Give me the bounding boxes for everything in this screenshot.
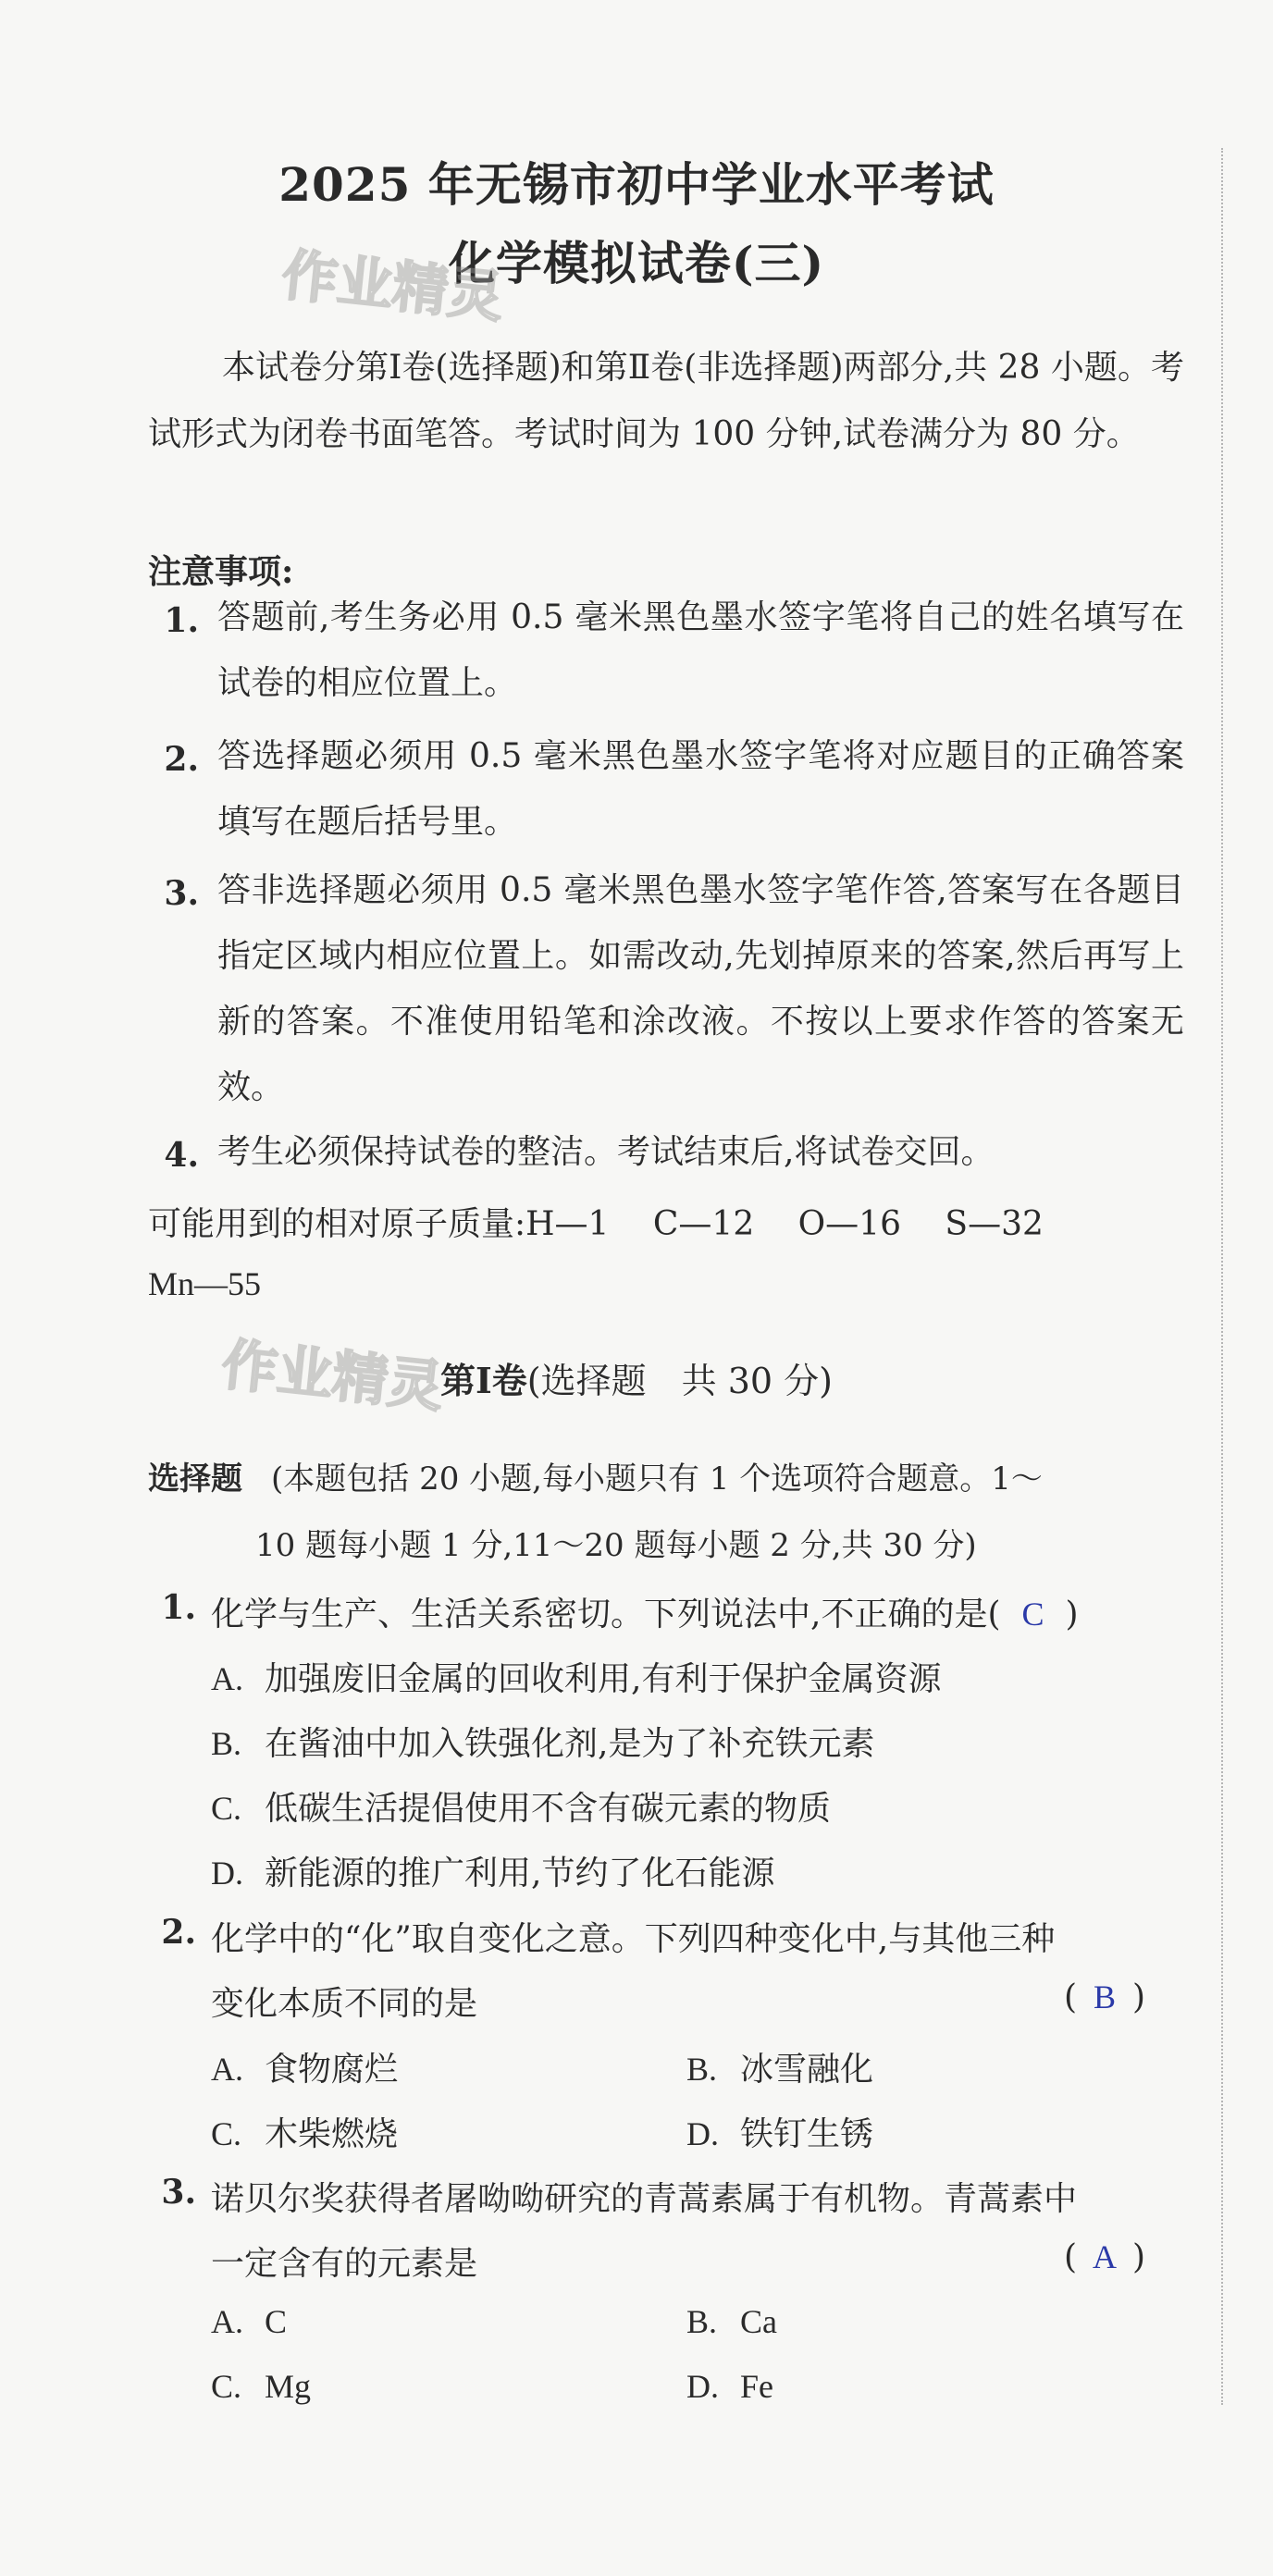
question-stem: 一定含有的元素是: [211, 2245, 478, 2283]
option-text: Fe: [740, 2368, 773, 2405]
bracket-open: (: [1064, 1978, 1078, 2016]
section-title: [0, 1352, 1273, 1403]
question-stem: 诺贝尔奖获得者屠呦呦研究的青蒿素属于有机物。青蒿素中: [211, 2180, 1078, 2218]
question-number: 2.: [161, 1913, 196, 1952]
question-number: 3.: [161, 2173, 196, 2212]
option-text: C: [265, 2303, 288, 2340]
section-title-rest: (选择题 共 30 分): [526, 1361, 833, 1401]
bracket-open: (: [1064, 2238, 1078, 2276]
option-a: [211, 2302, 287, 2341]
option-text: Ca: [740, 2303, 777, 2340]
answer-mark: C: [1021, 1596, 1044, 1633]
option-letter: C.: [211, 1790, 242, 1827]
option-letter: A.: [211, 2051, 243, 2088]
selection-description: (本题包括 20 小题,每小题只有 1 个选项符合题意。1～: [271, 1461, 1043, 1498]
answer-mark: B: [1094, 1978, 1117, 2015]
note-number: 1.: [164, 601, 199, 640]
option-letter: B.: [686, 2051, 718, 2088]
option-d: [686, 2108, 873, 2155]
bracket-close: ): [1132, 2238, 1146, 2276]
option-letter: D.: [686, 2115, 719, 2152]
option-letter: B.: [211, 1725, 242, 1762]
question-stem: [211, 1588, 1079, 1635]
option-c: [211, 1782, 831, 1830]
note-number: 4.: [164, 1136, 199, 1175]
option-d: [686, 2367, 773, 2406]
question-stem: 化学中的“化”取自变化之意。下列四种变化中,与其他三种: [211, 1920, 1056, 1958]
question-stem-text: 化学与生产、生活关系密切。下列说法中,不正确的是: [211, 1596, 988, 1633]
option-text: 在酱油中加入铁强化剂,是为了补充铁元素: [265, 1725, 875, 1763]
atomic-mass-line: 可能用到的相对原子质量:H—1 C—12 O—16 S—32: [148, 1205, 1044, 1243]
option-letter: D.: [211, 1855, 243, 1892]
option-b: [686, 2043, 873, 2090]
option-text: 木柴燃烧: [265, 2115, 399, 2153]
note-item: 答非选择题必须用 0.5 毫米黑色墨水签字笔作答,答案写在各题目指定区域内相应位置上。如需改动,先划掉原来的答案,然后再写上新的答案。不准使用铅笔和涂改液。不按以上要求作答的答案无效。: [217, 871, 1184, 1106]
option-text: 加强废旧金属的回收利用,有利于保护金属资源: [265, 1660, 942, 1698]
watermark-logo: 作业精灵: [278, 242, 507, 331]
answer-bracket: [1064, 1978, 1145, 2016]
atomic-mass-line: Mn—55: [148, 1265, 262, 1302]
option-letter: D.: [686, 2368, 719, 2405]
bracket-close: ): [1132, 1978, 1146, 2016]
option-text: 食物腐烂: [265, 2051, 399, 2089]
note-item: 答题前,考生务必用 0.5 毫米黑色墨水签字笔将自己的姓名填写在试卷的相应位置上。: [217, 598, 1184, 702]
option-b: [686, 2302, 777, 2341]
exam-subtitle: 化学模拟试卷(三): [448, 236, 825, 290]
selection-label: 选择题: [148, 1461, 242, 1498]
option-text: Mg: [265, 2368, 312, 2405]
option-letter: C.: [211, 2115, 242, 2152]
bracket-close: ): [1065, 1596, 1079, 1633]
section-title-bold: 第Ⅰ卷: [440, 1360, 527, 1401]
option-a: [211, 1653, 941, 1700]
note-number: 2.: [164, 740, 199, 779]
option-text: 铁钉生锈: [740, 2115, 874, 2153]
option-c: [211, 2108, 398, 2155]
watermark-logo: 作业精灵: [218, 1332, 447, 1421]
option-a: [211, 2043, 398, 2090]
note-number: 3.: [164, 874, 199, 913]
question-number: 1.: [161, 1588, 196, 1627]
notes-label: 注意事项:: [148, 552, 294, 591]
answer-bracket: [1064, 2237, 1145, 2276]
question-stem: 变化本质不同的是: [211, 1985, 478, 2023]
intro-paragraph: 本试卷分第Ⅰ卷(选择题)和第Ⅱ卷(非选择题)两部分,共 28 小题。考试形式为闭卷书面笔答。考试时间为 100 分钟,试卷满分为 80 分。: [148, 349, 1184, 453]
bracket-open: (: [987, 1596, 1001, 1633]
option-letter: A.: [211, 2303, 243, 2340]
answer-mark: A: [1093, 2238, 1118, 2275]
option-text: 低碳生活提倡使用不含有碳元素的物质: [265, 1790, 832, 1828]
option-letter: A.: [211, 1660, 243, 1697]
option-letter: C.: [211, 2368, 242, 2405]
option-b: [211, 1718, 874, 1765]
option-text: 冰雪融化: [740, 2051, 874, 2089]
note-item: 考生必须保持试卷的整洁。考试结束后,将试卷交回。: [217, 1133, 995, 1171]
option-c: [211, 2367, 311, 2406]
option-d: [211, 1847, 774, 1894]
option-text: 新能源的推广利用,节约了化石能源: [265, 1855, 775, 1892]
selection-description: 10 题每小题 1 分,11～20 题每小题 2 分,共 30 分): [255, 1527, 977, 1564]
exam-title: 2025 年无锡市初中学业水平考试: [278, 157, 995, 212]
option-letter: B.: [686, 2303, 718, 2340]
page-edge-divider: [1221, 148, 1223, 2405]
note-item: 答选择题必须用 0.5 毫米黑色墨水签字笔将对应题目的正确答案填写在题后括号里。: [217, 737, 1184, 841]
